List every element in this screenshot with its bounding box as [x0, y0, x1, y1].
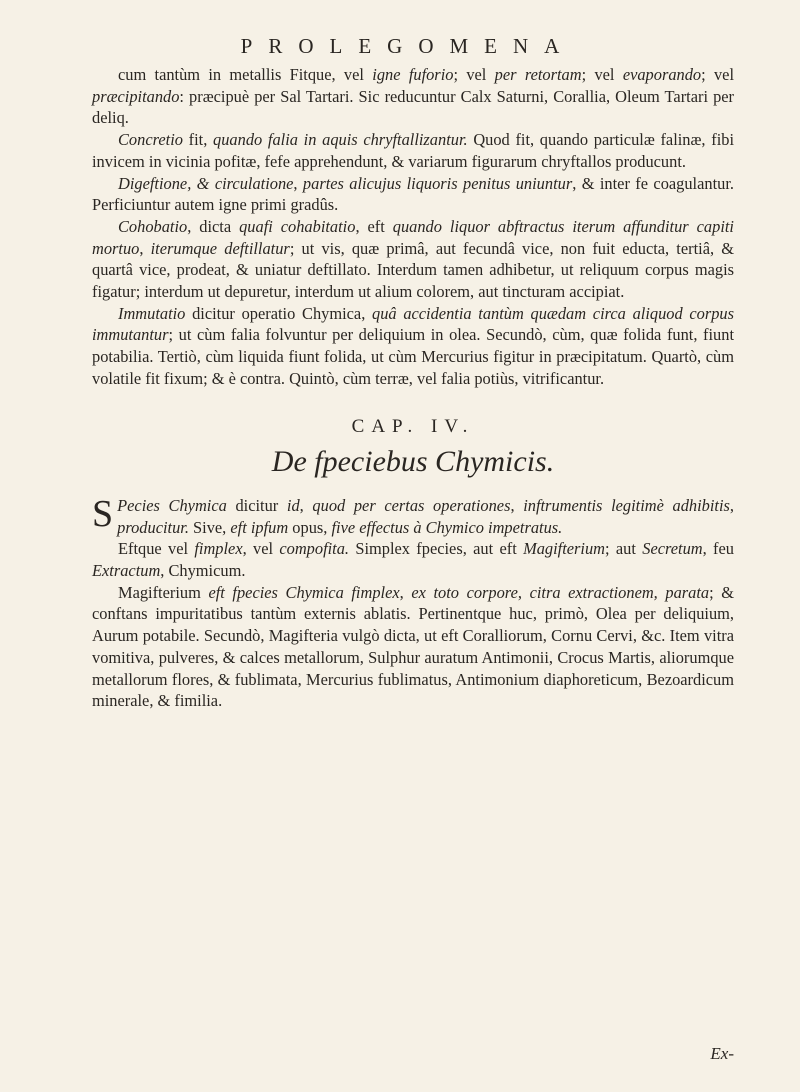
text-run: Magifterium — [118, 582, 209, 602]
top-paragraphs — [92, 64, 734, 390]
text-run: Eftque vel — [118, 539, 195, 559]
italic-run: iterumque deftillatur — [150, 238, 290, 258]
italic-run: quando falia in aquis chryftallizantur. — [213, 130, 468, 150]
running-head: PROLEGOMENA — [240, 34, 576, 58]
text-run: , Chymicum. — [160, 561, 246, 581]
italic-run: partes alicujus liquoris penitus uniuntur — [302, 173, 573, 193]
paragraph-estque — [92, 538, 734, 581]
italic-run: quando liquor abftractus iterum affunditur capiti mortuo — [92, 216, 734, 258]
italic-run: Concretio — [118, 130, 183, 150]
text-run: , — [510, 495, 524, 515]
italic-run: id — [286, 495, 300, 515]
text-run: ; ut vis, quæ primâ, aut fecundâ vice, non fuit educta, tertiâ, & quartâ vice, prodeat, & uniatur deftillato. Interdum tamen adhibetur, ut reliquum corpus magis figatur; interdum ut depuretur, interdum ut alium colorem, aut tincturam accipiat. — [92, 238, 734, 302]
italic-run: inftrumentis legitimè adhibitis — [523, 495, 730, 515]
text-run: : præcipuè per Sal Tartari. Sic reducuntur Calx Saturni, Corallia, Oleum Tartari per deliq. — [92, 86, 734, 128]
paragraph-magisterium — [92, 582, 734, 712]
text-run: cum tantùm in metallis Fitque, vel — [118, 65, 373, 84]
text-run: Quod fit, quando particulæ falinæ, fibi invicem in vicinia pofitæ, fefe apprehendunt, & variarum figurarum chryftallos producunt. — [92, 130, 734, 171]
text-run: opus, — [288, 517, 332, 537]
text-run: , & inter fe coagulantur. Perficiuntur autem igne primi gradûs. — [92, 173, 734, 215]
paragraph-concretio — [92, 129, 734, 172]
text-run: Sive, — [188, 517, 231, 537]
text-run: , — [139, 238, 151, 258]
drop-cap: S — [92, 492, 114, 535]
italic-run: Pecies Chymica — [117, 495, 227, 515]
chapter-heading: CAP. IV. — [351, 415, 475, 437]
italic-run: eft fpecies Chymica fimplex — [208, 582, 400, 602]
catchword: Ex- — [710, 1044, 734, 1063]
italic-run: eft ipfum — [230, 517, 289, 537]
italic-run: Secretum — [642, 539, 703, 559]
text-run: ; vel — [581, 65, 623, 84]
italic-run: fimplex — [194, 539, 243, 559]
text-run: , — [293, 173, 303, 193]
paragraph-cohobatio — [92, 216, 734, 303]
bottom-paragraphs — [92, 492, 735, 712]
italic-run: Extractum — [92, 561, 161, 581]
paragraph-species — [92, 492, 735, 538]
text-run: dicitur — [226, 495, 287, 515]
text-run: ; vel — [701, 65, 735, 84]
text-run: , — [517, 582, 530, 602]
italic-run: quafi cohabitatio — [239, 216, 356, 236]
italic-run: Digeftione, & circulatione — [118, 173, 294, 193]
italic-run: Cohobatio — [118, 216, 188, 236]
text-run: Simplex fpecies, aut eft — [349, 539, 524, 559]
paragraph-continuation — [92, 64, 734, 129]
paragraph-immutatio — [92, 303, 734, 390]
italic-run: quâ accidentia tantùm quædam circa aliquod corpus immutantur — [92, 303, 735, 345]
body-text — [92, 64, 734, 712]
italic-run: præcipitando — [92, 86, 180, 106]
text-run: , dicta — [187, 216, 240, 236]
italic-run: five effectus à Chymico impetratus. — [331, 517, 563, 537]
italic-run: igne fuforio — [372, 65, 454, 84]
italic-run: Magifterium — [523, 539, 606, 559]
text-run: ; aut — [605, 539, 643, 559]
italic-run: ex toto corpore — [411, 582, 518, 602]
text-run: , vel — [242, 539, 280, 559]
italic-run: producitur. — [117, 517, 189, 537]
text-run: , — [399, 582, 412, 602]
text-run: , eft — [355, 216, 393, 236]
text-run: ; ut cùm falia folvuntur per deliquium in olea. Secundò, cùm, quæ folida funt, fiunt potabilia. Tertiò, cùm liquida fiunt folida, ut cùm Mercurius figitur in præcipitatum. Quartò, cùm volatile fit fixum; & è contra. Quintò, cùm terræ, vel falia potiùs, vitrificantur. — [92, 325, 734, 388]
italic-run: Immutatio — [118, 303, 186, 323]
text-run: , — [729, 495, 735, 515]
chapter-title: De fpeciebus Chymicis. — [271, 445, 555, 479]
italic-run: per retortam — [494, 65, 582, 84]
text-run: , — [299, 495, 313, 515]
italic-run: evaporando — [622, 65, 702, 84]
text-run: dicitur operatio Chymica, — [185, 303, 373, 323]
text-run: ; & conftans impuritatibus tantùm externis ablatis. Pertinentque huc, primò, Olea per deliquium, Aurum potabile. Secundò, Magifteria vulgò dicta, ut eft Coralliorum, Cornu Cervi, &c. Item vitra vomitiva, pulveres, & calces metallorum, Sulphur auratum Antimonii, Crocus Martis, aliorumque metallorum flores, & fublimata, Mercurius fublimatus, Antimonium diaphoreticum, Bezoardicum minerale, & fimilia. — [92, 582, 734, 711]
text-run: ; vel — [453, 65, 495, 84]
text-run: fit, — [182, 130, 214, 150]
italic-run: compofita. — [279, 539, 350, 559]
text-run: , feu — [702, 539, 734, 559]
paragraph-digestio — [92, 173, 734, 216]
italic-run: citra extractionem, parata — [529, 582, 710, 602]
italic-run: quod per certas operationes — [312, 495, 511, 515]
